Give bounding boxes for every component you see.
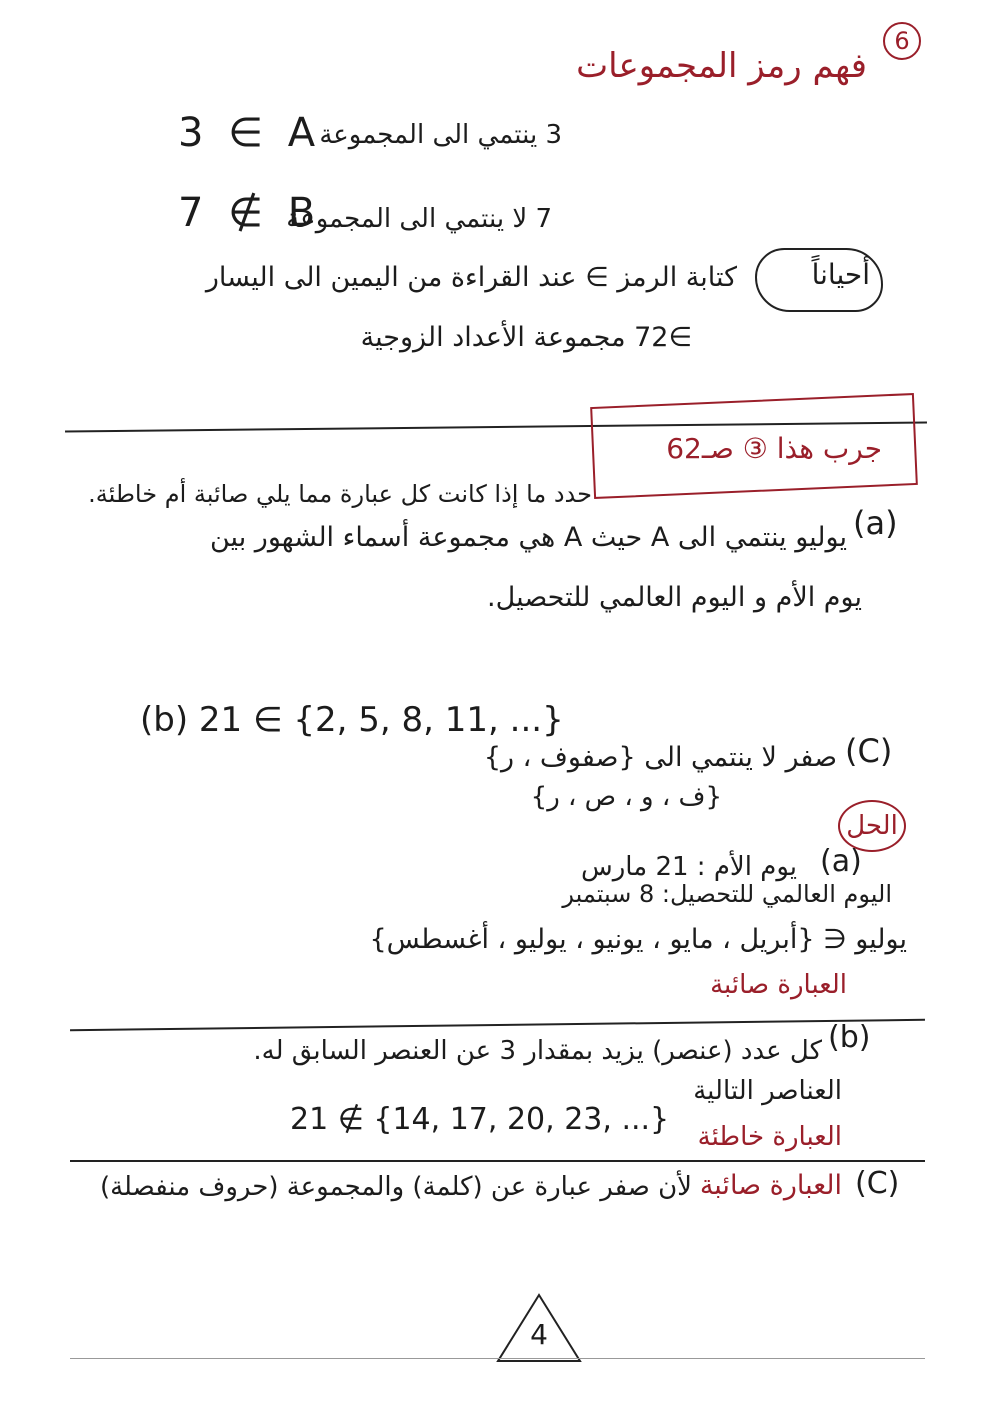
exercise-instruction: حدد ما إذا كانت كل عبارة مما يلي صائبة أم خاطئة.: [88, 480, 592, 508]
solution-label: الحل: [838, 800, 906, 852]
solution-a-mothers-day: يوم الأم : 21 مارس: [581, 852, 797, 882]
solution-b-label: (b): [828, 1020, 871, 1055]
solution-a-verdict: العبارة صائبة: [710, 970, 847, 1000]
exercise-a-line1: يوليو ينتمي الى A حيث A هي مجموعة أسماء الشهور بين: [210, 522, 847, 553]
exercise-a-label: (a): [853, 504, 898, 542]
solution-b-line2: العناصر التالية: [693, 1076, 842, 1106]
solution-c-verdict: العبارة صائبة: [699, 1170, 842, 1201]
exercise-c-label: (C): [845, 732, 893, 770]
solution-b-line1: كل عدد (عنصر) يزيد بمقدار 3 عن العنصر السابق له.: [253, 1036, 822, 1066]
try-this-label: جرب هذا ③ صـ62: [666, 432, 882, 465]
solution-c-label: (C): [855, 1166, 900, 1201]
exercise-b: (b) 21 ∈ {2, 5, 8, 11, ...}: [140, 700, 564, 740]
solution-a-set: يوليو ∈ {أبريل ، مايو ، يونيو ، يوليو ، أغسطس}: [369, 924, 907, 955]
page-title: فهم رمز المجموعات: [576, 46, 867, 86]
notin-expression: 7 ∉ B: [178, 190, 322, 236]
exercise-a-line2: يوم الأم و اليوم العالمي للتحصيل.: [487, 582, 862, 613]
exercise-c-line1: صفر لا ينتمي الى {صفوف ، ر}: [483, 742, 837, 773]
solution-c-reason: لأن صفر عبارة عن (كلمة) والمجموعة (حروف منفصلة): [99, 1172, 692, 1202]
divider-3: [70, 1160, 925, 1162]
divider-2: [70, 1019, 925, 1031]
bottom-edge-line: [70, 1358, 925, 1359]
solution-b-set: 21 ∉ {14, 17, 20, 23, ...}: [290, 1102, 670, 1137]
solution-a-label: (a): [820, 844, 862, 879]
sometimes-line2: ∋72 مجموعة الأعداد الزوجية: [360, 322, 692, 353]
exercise-c-line2: {ف ، و ، ص ، ر}: [530, 782, 722, 812]
sometimes-line1: كتابة الرمز ∋ عند القراءة من اليمين الى اليسار: [205, 262, 737, 293]
page-number: 4: [530, 1318, 548, 1351]
solution-a-achievement-day: اليوم العالمي للتحصيل: 8 سبتمبر: [562, 880, 892, 908]
sometimes-label: أحياناً: [811, 258, 870, 291]
solution-b-verdict: العبارة خاطئة: [697, 1122, 842, 1152]
in-description: 3 ينتمي الى المجموعة: [319, 120, 562, 150]
in-expression: 3 ∈ A: [178, 110, 322, 156]
notin-description: 7 لا ينتمي الى المجموعة: [286, 204, 552, 234]
section-number-badge: 6: [883, 22, 921, 60]
